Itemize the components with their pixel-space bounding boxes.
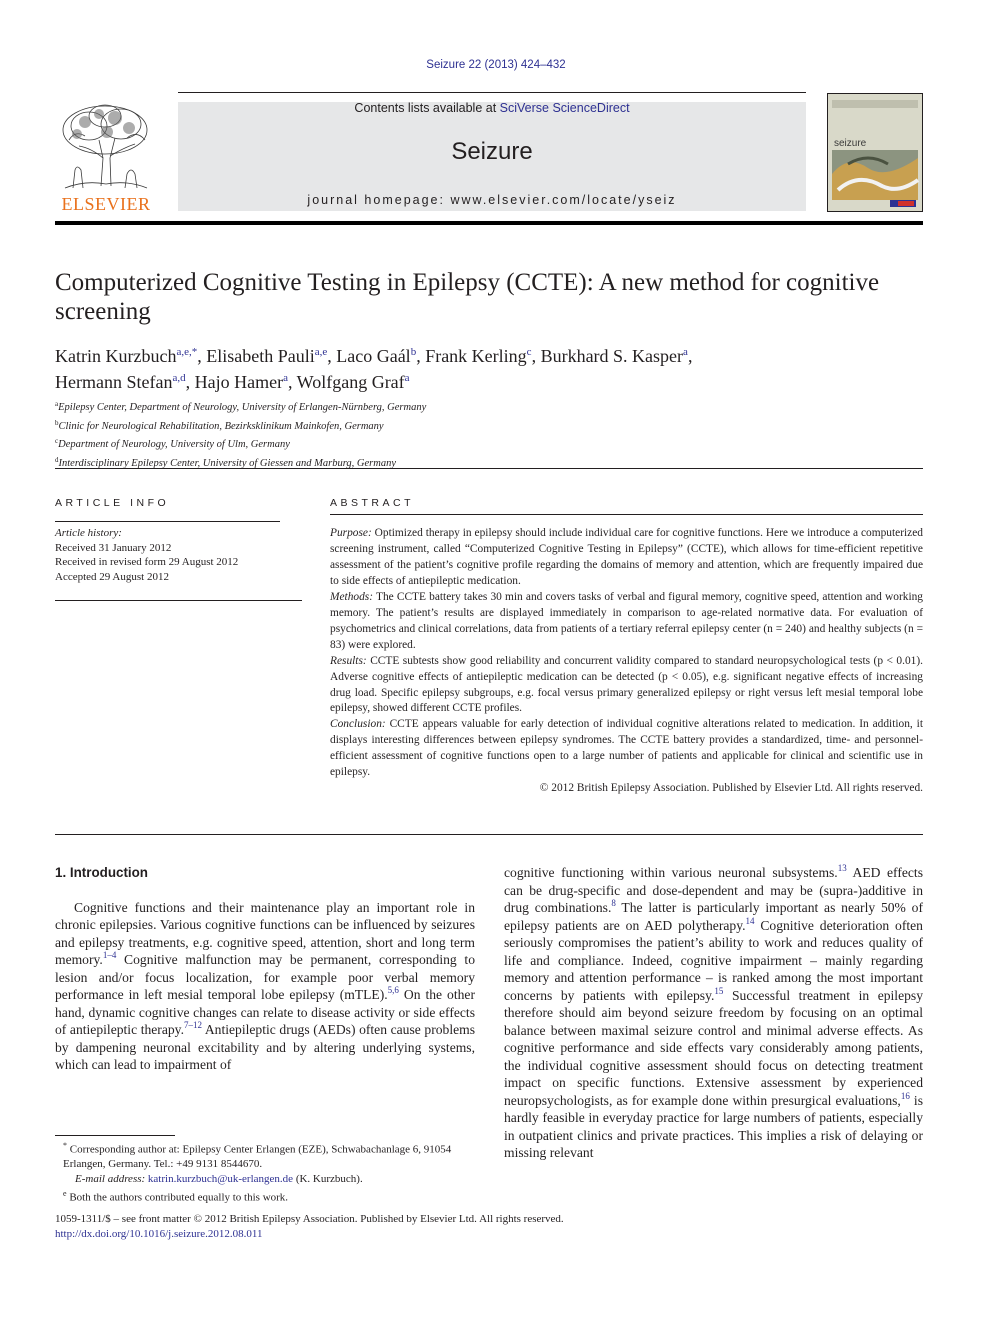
citation-ref[interactable]: 13 [837,863,847,873]
author-affiliation-mark[interactable]: a,d [172,372,186,384]
issn-line: 1059-1311/$ – see front matter © 2012 British Epilepsy Association. Published by Elsevier Ltd. All rights reserved. [55,1213,564,1225]
journal-name: Seizure [451,138,533,165]
affiliation-key: c [55,437,59,445]
body-column-left [55,864,475,1074]
footnotes [55,1139,475,1205]
author-email-link[interactable]: katrin.kurzbuch@uk-erlangen.de [147,1173,294,1186]
accepted-date: Accepted 29 August 2012 [55,570,169,583]
divider [55,521,280,522]
journal-cover-icon [828,94,922,211]
contents-line [178,101,806,115]
affiliation-text: Interdisciplinary Epilepsy Center, University of Giessen and Marburg, Germany [58,457,397,469]
affiliation-item [55,397,925,416]
author-affiliation-mark[interactable]: a [683,346,688,358]
revised-date: Received in revised form 29 August 2012 [55,556,239,568]
footnote-rule [55,1135,175,1136]
body-paragraph: Cognitive functions and their maintenance play an important role in chronic epilepsies. Various cognitive functions can be influenced by seizures and epilepsy treatments, e.g. cognitive speed, attention, short and long term memory.$^{1-4}$ Cognitive malfunction may be permanent, corresponding to lesion and/or focus localization, for example poor verbal memory performance in left mesial temporal lobe epilepsy (mTLE).$^{5,6}$ On the other hand, dynamic cognitive changes can relate to disease activity or side effects of antiepileptic therapy.$^{7-12}$ Antiepileptic drugs (AEDs) often cause problems by dampening neuronal excitability and by altering underlying systems, which can lead to impairment of [55,899,475,1072]
corresponding-author-note: * Corresponding author at: Epilepsy Center Erlangen (EZE), Schwabachanlage 6, 91054 Erlangen, Germany. Tel.: +49 9131 8544670. [63,1141,452,1171]
divider [55,468,923,469]
affiliation-text: Epilepsy Center, Department of Neurology, University of Erlangen-Nürnberg, Germany [58,402,427,413]
author-name[interactable]: Hermann Stefan [55,372,173,392]
divider [55,600,302,601]
results-text: CCTE subtests show good reliability and concurrent validity compared to standard neuropsychological tests (p < 0.01). Adverse cognitive effects of antiepileptic medication can be detected (p < 0.05), e.g. significant negative effects of increasing drug load. Specific epilepsy subgroups, e.g. focal versus primary generalized epilepsy or right versus left mesial temporal lobe epilepsy, showed different CCTE profiles. [330,654,923,715]
journal-cover-thumbnail [827,93,923,212]
abstract-purpose [330,526,923,590]
journal-citation[interactable]: Seizure 22 (2013) 424–432 [426,59,566,71]
publisher-logo-text: ELSEVIER [61,194,151,214]
abstract-body [330,526,923,797]
abstract-heading: ABSTRACT [330,497,415,509]
author-affiliation-mark[interactable]: a,e,* [176,346,198,358]
author-affiliation-mark[interactable]: a [283,372,288,384]
affiliation-key: b [55,418,59,427]
header-rule [178,92,806,93]
received-date: Received 31 January 2012 [55,541,172,554]
author-name[interactable]: Wolfgang Graf [296,372,405,392]
citation-ref[interactable]: 7–12 [183,1020,202,1030]
author-list: Katrin Kurzbuch$^{a,e,*}$, Elisabeth Pauli$^{a,e}$, Laco Gaál$^b$, Frank Kerling$^c$, Burkhard S. Kasper$^a$, Hermann Stefan$^{a,d}$, Hajo Hamer$^a$, Wolfgang Graf$^a$ [55,346,693,392]
author-name[interactable]: Burkhard S. Kasper [540,346,684,366]
divider [55,834,923,835]
cover-title: seizure [834,138,867,149]
author-name[interactable]: Frank Kerling [425,346,527,366]
divider [330,514,923,515]
page-footer [55,1212,923,1242]
body-paragraph: cognitive functioning within various neuronal subsystems.$^{13}$ AED effects can be drug-specific and dose-dependent and may be (supra-)additive in drug combinations.$^8$ The latter is particularly important as nearly 50% of epilepsy patients are on AED polytherapy.$^{14}$ Cognitive deterioration often seriously compromises the patient’s ability to work and reduces quality of life and compliance. Indeed, cognitive impairment – mainly regarding memory and attention performance – is ranked among the most important concerns by patients with epilepsy.$^{15}$ Successful treatment in epilepsy therefore should aim beyond seizure freedom by focusing on an optimal balance between maximal seizure control and minimal adverse effects. As cognitive performance and side effects vary considerably among patients, the individual cognitive assessment should focus on detecting treatment impact on specific functions. Extensive assessment by experienced neuropsychologists, as for example done within presurgical evaluations,$^{16}$ is hardly feasible in everyday practice for large numbers of patients, especially in outpatient clinics and private practices. This implies a risk of delaying or missing relevant [504,863,924,1160]
author-affiliation-mark[interactable]: a,e [314,346,328,358]
affiliation-item [55,434,925,453]
sciencedirect-link[interactable]: SciVerse ScienceDirect [499,101,630,115]
author-affiliation-mark[interactable]: c [526,346,532,358]
article-info-heading: ARTICLE INFO [55,497,170,509]
author-affiliation-mark[interactable]: a [404,372,410,384]
affiliation-list [55,397,925,471]
email-note: E-mail address: katrin.kurzbuch@uk-erlangen.de (K. Kurzbuch). [75,1173,363,1186]
conclusion-text: CCTE appears valuable for early detection of individual cognitive alterations related to medication. In addition, it displays interesting differences between epilepsy syndromes. The CCTE battery provides a standardized, time- and personnel-efficient assessment of cognitive functions open to a large number of patients and applicable for clinical and scientific use in epilepsy. [330,718,923,779]
author-name[interactable]: Elisabeth Pauli [206,346,315,366]
citation-ref[interactable]: 1–4 [102,950,117,960]
citation-ref[interactable]: 15 [714,985,724,996]
citation-ref[interactable]: 16 [900,1090,910,1101]
conclusion-label: Conclusion: [330,718,386,731]
affiliation-key: d [55,455,59,464]
methods-label: Methods: [330,590,374,603]
author-name[interactable]: Katrin Kurzbuch [55,346,177,366]
abstract-results [330,654,923,718]
author-name[interactable]: Hajo Hamer [194,372,284,392]
citation-ref[interactable]: 14 [745,915,755,926]
citation-ref[interactable]: 5,6 [387,985,399,995]
abstract-methods [330,590,923,654]
header-thick-rule [55,221,923,225]
citation-ref[interactable]: 8 [611,898,616,908]
doi-link[interactable]: http://dx.doi.org/10.1016/j.seizure.2012.08.011 [55,1228,263,1240]
affiliation-text: Clinic for Neurological Rehabilitation, Bezirksklinikum Mainkofen, Germany [58,420,384,432]
elsevier-logo [55,100,157,215]
body-column-right [504,864,923,1162]
contents-prefix: Contents lists available at [354,101,500,115]
affiliation-text: Department of Neurology, University of Ulm, Germany [58,439,290,450]
author-affiliation-mark[interactable]: b [410,346,417,358]
equal-contribution-note: $^e$ Both the authors contributed equally to this work. [63,1188,289,1204]
affiliation-key: a [55,400,59,408]
journal-homepage[interactable]: journal homepage: www.elsevier.com/locate/yseiz [307,193,677,207]
section-heading: 1. Introduction [55,865,148,880]
history-label: Article history: [55,527,122,539]
purpose-label: Purpose: [330,527,372,539]
affiliation-item [55,416,925,435]
results-label: Results: [330,654,367,667]
abstract-copyright: © 2012 British Epilepsy Association. Published by Elsevier Ltd. All rights reserved. [539,782,923,795]
methods-text: The CCTE battery takes 30 min and covers tasks of verbal and figural memory, cognitive speed, attention and working memory. The patient’s results are displayed immediately in comparison to age-related normative data. For evaluation of psychometrics and clinical correlations, data from patients of a tertiary referral epilepsy center (n = 240) and healthy subjects (n = 83) were explored. [330,590,923,651]
abstract-conclusion [330,717,923,781]
article-history [55,526,295,584]
article-title: Computerized Cognitive Testing in Epilepsy (CCTE): A new method for cognitive screening [55,269,880,325]
author-name[interactable]: Laco Gaál [336,346,411,366]
purpose-text: Optimized therapy in epilepsy should include individual care for cognitive functions. Here we introduce a computerized screening instrument, called “Computerized Cognitive Testing in Epilepsy” (CCTE), which allows for time-efficient repetitive assessment of the patient’s cognitive profile regarding the domains of memory and attention, which are frequently impaired due to side effects of antiepileptic medication. [330,527,923,587]
